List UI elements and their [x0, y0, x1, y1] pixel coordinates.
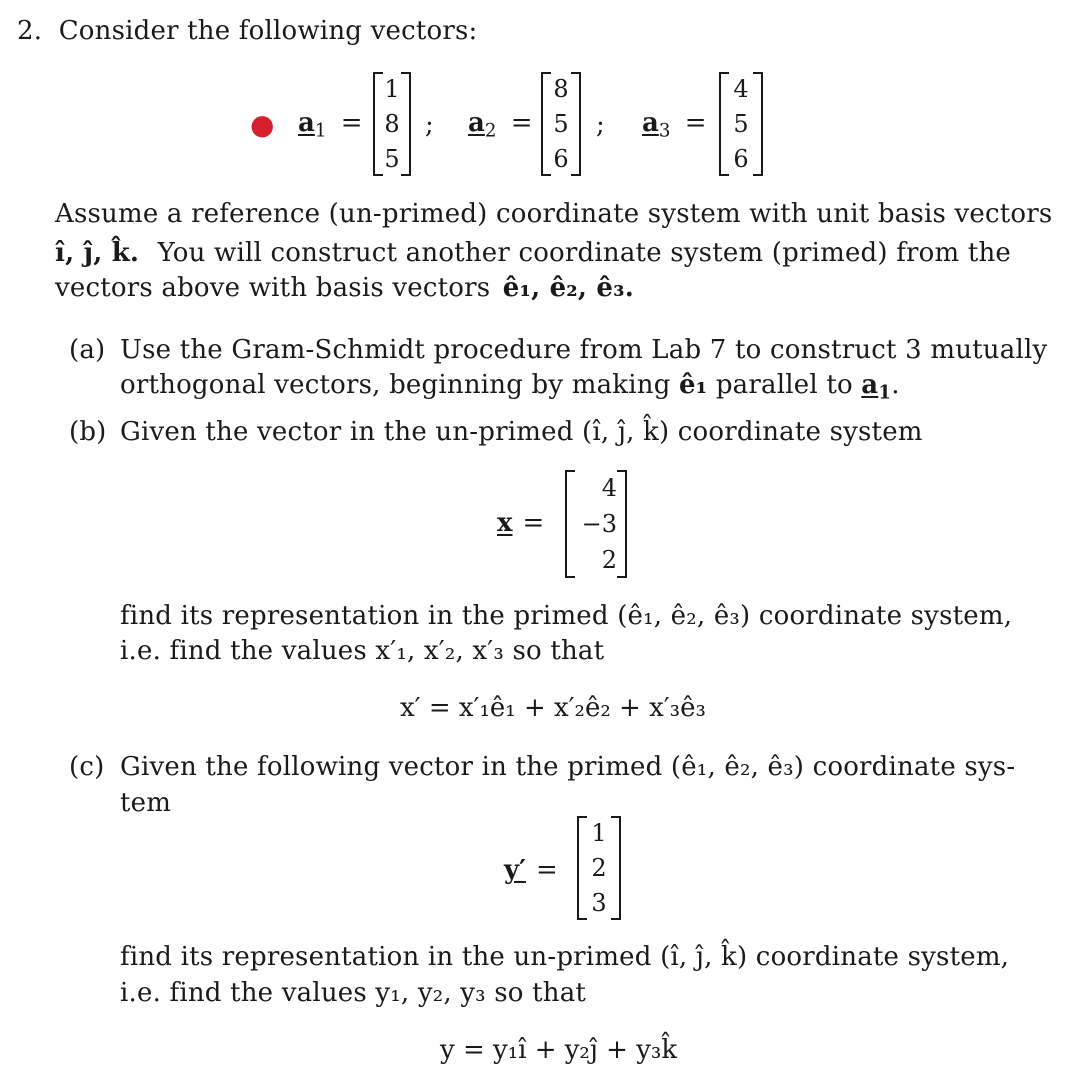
matrix-entry: 4 — [733, 75, 749, 104]
problem-number: 2. — [17, 16, 43, 46]
part-c-equation: y = y₁î + y₂ĵ + y₃k̂ — [440, 1035, 678, 1065]
basis-primed: ê₁, ê₂, ê₃. — [502, 273, 634, 303]
matrix-entry: 6 — [733, 144, 749, 173]
part-a-label: (a) — [69, 335, 106, 365]
matrix-entry: 1 — [591, 819, 607, 848]
separator: ; — [425, 110, 434, 140]
vector-a2-matrix — [541, 72, 581, 176]
matrix-entry: 4 — [601, 474, 617, 502]
basis-unprimed: î, ĵ, k̂. — [55, 238, 140, 268]
part-b-find-2: i.e. find the values x′₁, x′₂, x′₃ so that — [120, 636, 605, 666]
vector-y-prime-label: y′ = — [504, 855, 558, 885]
assume-line-2: î, ĵ, k̂. You will construct another coordinate system (primed) from the — [55, 238, 1012, 268]
part-b-equation: x′ = x′₁ê₁ + x′₂ê₂ + x′₃ê₃ — [400, 693, 706, 723]
part-c-line-2: tem — [120, 788, 172, 818]
vector-y-prime-matrix — [577, 816, 621, 920]
vector-a2-label: $a_2$ = — [468, 108, 533, 142]
matrix-entry: 8 — [384, 109, 400, 138]
matrix-entry: 8 — [553, 75, 569, 104]
matrix-entry: 1 — [384, 75, 400, 104]
vector-a1-matrix — [373, 72, 411, 176]
vector-x-label: x = — [497, 508, 545, 538]
problem-heading — [17, 14, 477, 49]
vector-a3-matrix — [719, 72, 763, 176]
matrix-entry: 2 — [591, 853, 607, 882]
matrix-entry: 5 — [384, 144, 400, 173]
part-b-line-1: Given the vector in the un-primed (î, ĵ, k̂) coordinate system — [120, 417, 923, 447]
part-b-find-1: find its representation in the primed (ê₁, ê₂, ê₃) coordinate system, — [120, 601, 1013, 631]
matrix-entry: 5 — [733, 109, 749, 138]
matrix-entry: 5 — [553, 109, 569, 138]
vector-a1-label: $a_1$ = — [298, 108, 363, 142]
matrix-entry: −3 — [581, 510, 617, 538]
vector-x-matrix — [565, 470, 627, 578]
part-b-label: (b) — [69, 417, 107, 447]
matrix-entry: 2 — [601, 546, 617, 574]
matrix-entry: 6 — [553, 144, 569, 173]
problem-intro: Consider the following vectors: — [58, 16, 478, 46]
bullet-icon: ● — [250, 108, 275, 141]
separator: ; — [596, 110, 605, 140]
assume-line-1: Assume a reference (un-primed) coordinate system with unit basis vectors — [55, 199, 1053, 229]
part-c-label: (c) — [69, 752, 105, 782]
part-a-line-2: orthogonal vectors, beginning by making ê₁ parallel to $a_1$. — [120, 370, 900, 404]
part-c-line-1: Given the following vector in the primed (ê₁, ê₂, ê₃) coordinate sys- — [120, 752, 1016, 782]
matrix-entry: 3 — [591, 888, 607, 917]
part-a-line-1: Use the Gram-Schmidt procedure from Lab 7 to construct 3 mutually — [120, 335, 1048, 365]
part-c-find-2: i.e. find the values y₁, y₂, y₃ so that — [120, 978, 587, 1008]
assume-line-3: vectors above with basis vectors ê₁, ê₂, ê₃. — [55, 273, 634, 303]
vector-a3-label: $a_3$ = — [642, 108, 707, 142]
part-c-find-1: find its representation in the un-primed (î, ĵ, k̂) coordinate system, — [120, 942, 1010, 972]
